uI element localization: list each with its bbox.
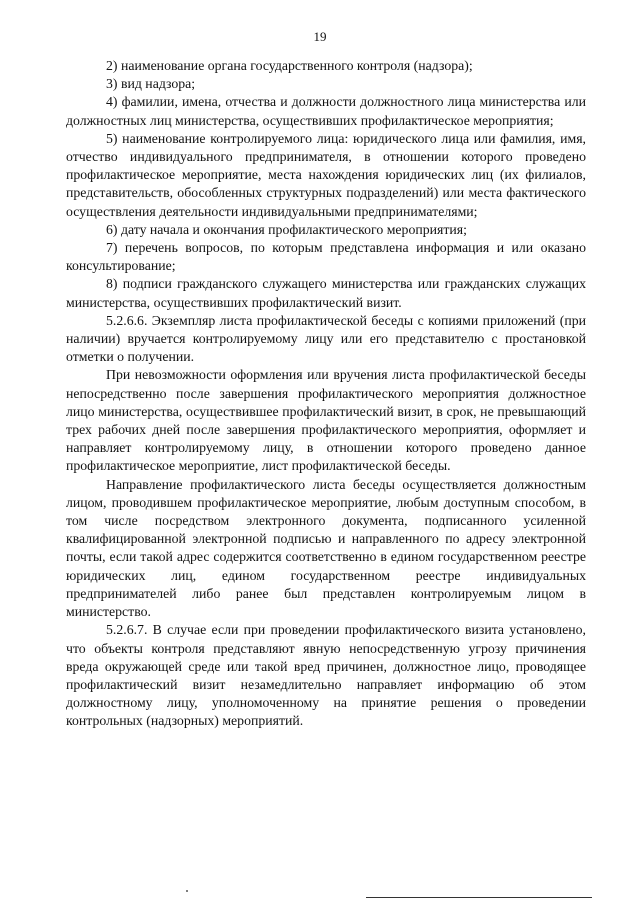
list-item-controlled-entity: 5) наименование контролируемого лица: юридического лица или фамилия, имя, отчество индивидуального предпринимателя, в отношении которого проведено профилактическое мероприятие, места нахождения юридических лиц (их филиалов, представительств, обособленных структурных подразделений) или места фактического осуществления деятельности индивидуальными предпринимателями; [66,130,586,219]
document-body [66,57,586,731]
paragraph-impossibility: При невозможности оформления или вручения листа профилактической беседы непосредственно после завершения профилактического мероприятия должностное лицо министерства, осуществившее профилактический визит, в срок, не превышающий трех рабочих дней после завершения профилактического мероприятия, оформляет и направляет контролируемому лицу, в отношении которого проведено данное профилактическое мероприятие, лист профилактической беседы. [66,367,586,474]
clause-5-2-6-6: 5.2.6.6. Экземпляр листа профилактической беседы с копиями приложений (при наличии) вручается контролируемому лицу или его представителю с простановкой отметки о получении. [66,312,586,365]
list-item-supervision-type: 3) вид надзора; [106,76,196,92]
list-item-questions: 7) перечень вопросов, по которым представлена информация и или оказано консультирование; [66,240,586,274]
clause-5-2-6-7: 5.2.6.7. В случае если при проведении профилактического визита установлено, что объекты контроля представляют явную непосредственную угрозу причинения вреда окружающей среде или такой вред причинен, должностное лицо, проводящее профилактический визит незамедлительно направляет информацию об этом должностному лицу, уполномоченному на принятие решения о проведении контрольных (надзорных) мероприятий. [66,622,586,729]
list-item-dates: 6) дату начала и окончания профилактического мероприятия; [106,221,467,237]
paragraph-sending: Направление профилактического листа беседы осуществляется должностным лицом, проводившем профилактическое мероприятие, любым доступным способом, в том числе посредством электронного документа, подписанного усиленной квалифицированной электронной подписью и направленного по адресу электронной почты, если такой адрес содержится соответственно в едином государственном реестре юридических лиц, едином государственном реестре индивидуальных предпринимателей либо ранее был представлен контролируемым лицом в министерство. [66,476,586,620]
list-item-agency-name: 2) наименование органа государственного контроля (надзора); [106,58,473,73]
scan-mark [186,890,188,892]
list-item-signatures: 8) подписи гражданского служащего министерства или гражданских служащих министерства, осуществивших профилактический визит. [66,276,586,310]
footer-rule [366,897,592,898]
page-number: 19 [313,29,327,44]
list-item-officials: 4) фамилии, имена, отчества и должности должностного лица министерства или должностных лиц министерства, осуществивших профилактическое мероприятия; [66,94,586,128]
